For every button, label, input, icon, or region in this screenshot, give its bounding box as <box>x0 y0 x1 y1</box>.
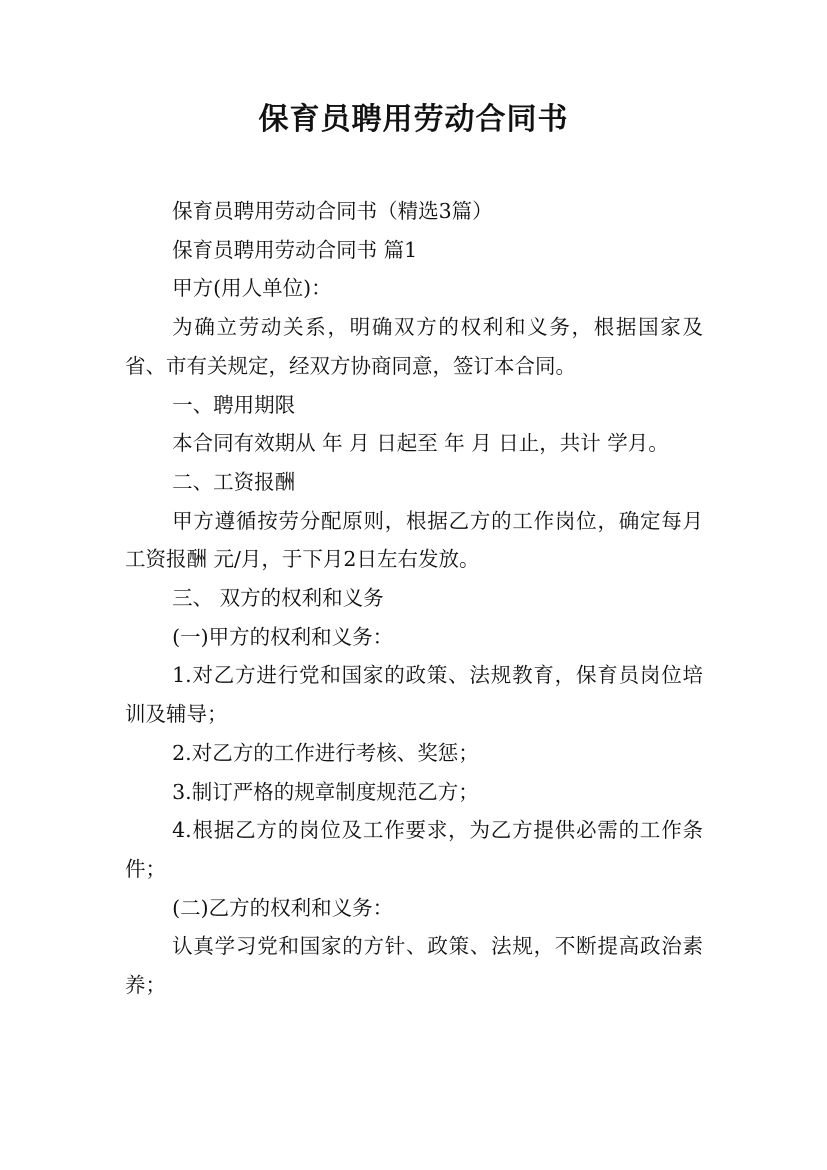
subheading-party-b-rights: (二)乙方的权利和义务： <box>172 895 394 920</box>
paragraph-term-detail: 本合同有效期从 年 月 日起至 年 月 日止，共计 学月。 <box>172 431 669 456</box>
list-item-a-1: 1.对乙方进行党和国家的政策、法规教育，保育员岗位培训及辅导； <box>125 663 703 727</box>
paragraph-salary-detail: 甲方遵循按劳分配原则，根据乙方的工作岗位，确定每月工资报酬 元/月，于下月2日左右发放。 <box>125 508 703 572</box>
subheading-party-a-rights: (一)甲方的权利和义务： <box>172 624 394 649</box>
document-title: 保育员聘用劳动合同书 <box>258 102 569 137</box>
paragraph-preamble: 为确立劳动关系，明确双方的权利和义务，根据国家及省、市有关规定，经双方协商同意，签订本合同。 <box>125 315 703 378</box>
list-item-a-2: 2.对乙方的工作进行考核、奖惩； <box>172 740 479 765</box>
list-item-a-4: 4.根据乙方的岗位及工作要求，为乙方提供必需的工作条件； <box>125 818 703 881</box>
document-body <box>125 192 703 1005</box>
heading-salary: 二、工资报酬 <box>172 469 296 494</box>
paragraph-section-heading: 保育员聘用劳动合同书 篇1 <box>172 237 418 262</box>
paragraph-subtitle: 保育员聘用劳动合同书（精选3篇） <box>172 199 493 223</box>
list-item-a-3: 3.制订严格的规章制度规范乙方； <box>172 779 479 804</box>
paragraph-party-a: 甲方(用人单位)： <box>172 276 332 301</box>
heading-employment-term: 一、聘用期限 <box>172 392 296 417</box>
heading-rights-obligations: 三、 双方的权利和义务 <box>172 586 384 611</box>
paragraph-party-b-study: 认真学习党和国家的方针、政策、法规，不断提高政治素养； <box>125 934 703 998</box>
